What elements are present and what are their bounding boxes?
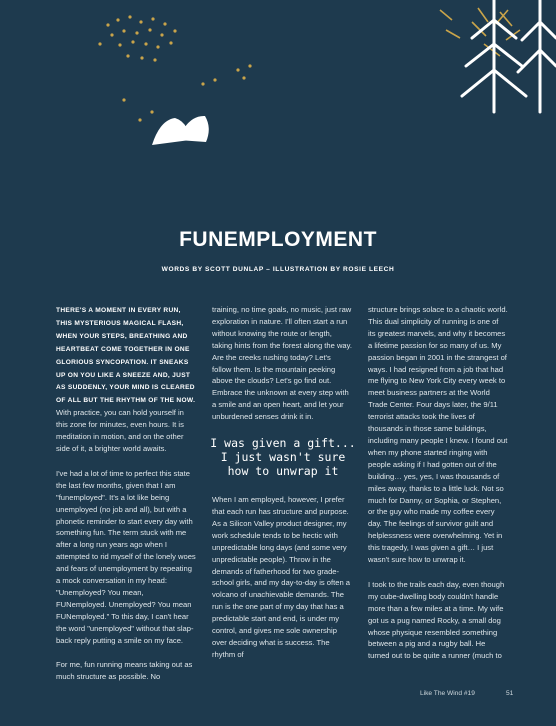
- column-2: [210, 304, 356, 674]
- paragraph-2: I took to the trails each day, even though my cube-dwelling body couldn't handle more than a few miles at a time. My wife got us a pug named Rocky, a small dog whose physique resembled something between a pig and a rugby ball. He turned out to be quite a runner (much to: [368, 579, 505, 661]
- paragraph-2: I've had a lot of time to perfect this state the last few months, given that I am "funemployed". It's a lot like being unemployed (no job and all), but with a phonetic reminder to start every day with something fun. The term stuck with me after a long run years ago when I attempted to rid myself of the lonely woes and fears of unemployment by repeating a mock conversation in my head: "Unemployed? You mean, FUNemployed. Unemployed? You mean FUNemployed." To this day, I can't hear the word "unemployed" without that slap-back reply putting a smile on my face.: [56, 468, 196, 645]
- lede-tail: With practice, you can hold yourself in this zone for minutes, even hours. It is meditation in motion, and on the other side of it, a brighter world awaits.: [56, 408, 184, 453]
- column-1: [56, 304, 196, 696]
- paragraph-1: training, no time goals, no music, just raw exploration in nature. I'll often start a run without knowing the route or length, taking hints from the forest along the way. Are the creeks rushing today? Let's follow them. Is the mountain peeking above the clouds? Let's go find out. Embrace the unknown at every step with a smile and an open heart, and let your unburdened senses drink it in.: [212, 305, 352, 422]
- paragraph-2: When I am employed, however, I prefer that each run has structure and purpose. As a Silicon Valley product designer, my work schedule tends to be hectic with unpredictable long days (and some very unpredictable people). Throw in the demands of fatherhood for two grade-school girls, and my day-to-day is often a volcano of unachievable demands. The run is the one part of my day that has a predictable start and end, is under my control, and gives me sole ownership over deciding what is success. The rhythm of: [212, 495, 351, 659]
- white-pine-tree: [462, 0, 556, 112]
- gold-heart-flock: [98, 15, 251, 121]
- column-3: [368, 304, 508, 675]
- magazine-name: Like The Wind #19: [420, 690, 475, 697]
- byline: WORDS BY SCOTT DUNLAP – ILLUSTRATION BY ROSIE LEECH: [161, 266, 395, 273]
- rocks: [152, 116, 209, 145]
- article-title: FUNEMPLOYMENT: [179, 228, 377, 251]
- header-illustration: [0, 0, 556, 160]
- pull-quote: I was given a gift... I just wasn't sure how to unwrap it: [210, 436, 356, 479]
- paragraph-1: [56, 304, 196, 455]
- page-number: 51: [506, 690, 514, 697]
- lede: THERE'S A MOMENT IN EVERY RUN, THIS MYSTERIOUS MAGICAL FLASH, WHEN YOUR STEPS, BREATHING AND HEARTBEAT COME TOGETHER IN ONE GLORIOUS SYNCOPATION. IT SNEAKS UP ON YOU LIKE A SNEEZE AND, JUST AS SUDDENLY, YOUR MIND IS CLEARED OF ALL BUT THE RHYTHM OF THE NOW.: [56, 307, 196, 405]
- paragraph-3: For me, fun running means taking out as much structure as possible. No: [56, 660, 193, 682]
- paragraph-1: structure brings solace to a chaotic world. This dual simplicity of running is one of its greatest marvels, and why it becomes a lifetime passion for so many of us. My passion began in 2001 in the strangest of ways. I had resigned from a job that had me flying to New York City every week to meet business partners at the World Trade Center. Four days later, the 9/11 terrorist attacks took the lives of thousands in those same buildings, including many people I knew. I found out when my phone started ringing with people asking if I had gotten out of the building… yes, yes, I was thousands of miles away, thanks to a little luck. Not so much for Danny, or Sophia, or Stephen, or the guy who made my coffee every day. The feelings of survivor guilt and helplessness were overwhelming. Yet in this tragedy, I was given a gift… I just wasn't sure how to unwrap it.: [368, 305, 508, 565]
